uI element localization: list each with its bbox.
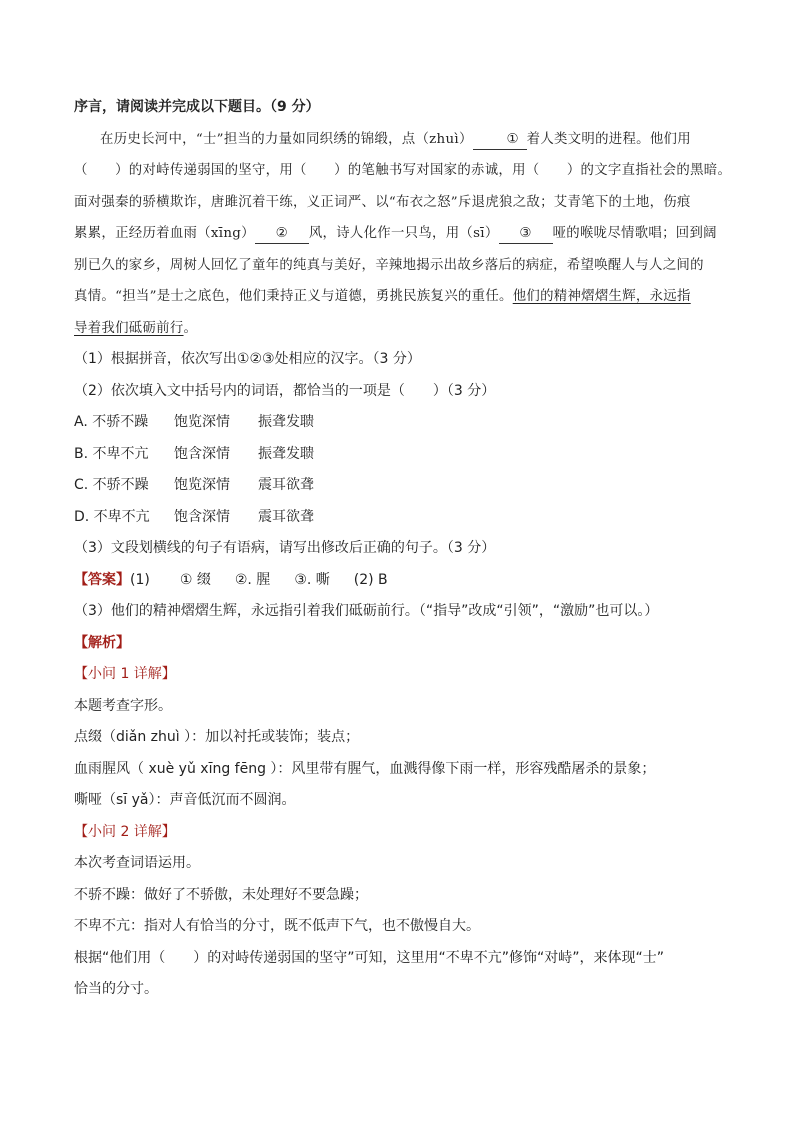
passage-text: 在历史长河中，“士”担当的力量如同织绣的锦缎，点（zhuì）	[100, 131, 473, 147]
answer-label: 【答案】	[74, 571, 130, 588]
analysis-line: 恰当的分寸。	[74, 981, 158, 997]
analysis-label: 【解析】	[74, 634, 130, 651]
analysis-line: 不卑不亢：指对人有恰当的分寸，既不低声下气，也不傲慢自大。	[74, 918, 480, 934]
option-b[interactable]: B. 不卑不亢 饱含深情 振聋发聩	[74, 445, 314, 462]
answer-line: 【答案】(1) ① 缀 ②. 腥 ③. 嘶 (2) B	[74, 571, 388, 588]
analysis-line: 血雨腥风（ xuè yǔ xīng fēng ）：风里带有腥气，血溅得像下雨一样，形容残酷屠杀的景象；	[74, 760, 656, 777]
question-title: 序言，请阅读并完成以下题目。（9 分）	[74, 99, 320, 115]
passage-text: 哑的喉咙尽情歌唱；回到阔	[552, 226, 717, 241]
question-1: （1）根据拼音，依次写出①②③处相应的汉字。（3 分）	[74, 351, 421, 367]
analysis-line: 点缀（diǎn zhuì ）：加以衬托或装饰；装点；	[74, 729, 360, 745]
passage-line	[74, 124, 722, 156]
passage-line	[74, 281, 722, 313]
passage-line	[74, 313, 722, 345]
reading-passage	[74, 124, 732, 345]
fill-blank-3[interactable]: ③	[499, 225, 553, 244]
section-2-title: 【小问 2 详解】	[74, 823, 176, 840]
passage-text: 。	[183, 320, 198, 336]
underlined-sentence: 导着我们砥砺前行	[74, 320, 184, 336]
analysis-line: 不骄不躁：做好了不骄傲，未处理好不要急躁；	[74, 886, 368, 903]
option-c[interactable]: C. 不骄不躁 饱览深情 震耳欲聋	[74, 477, 314, 493]
passage-text: 真情。“担当”是士之底色，他们秉持正义与道德，勇挑民族复兴的重任。	[74, 289, 513, 304]
analysis-line: 本次考查词语运用。	[74, 855, 200, 871]
fill-blank-2[interactable]: ②	[255, 225, 309, 244]
section-1-title: 【小问 1 详解】	[74, 666, 176, 682]
document-page	[74, 92, 732, 1006]
option-a[interactable]: A. 不骄不躁 饱览深情 振聋发聩	[74, 414, 314, 430]
question-2: （2）依次填入文中括号内的词语，都恰当的一项是（ ）（3 分）	[74, 382, 496, 399]
fill-blank-1[interactable]: ①	[473, 131, 527, 150]
analysis-line: 嘶哑（sī yǎ）：声音低沉而不圆润。	[74, 792, 296, 808]
analysis-line: 根据“他们用（ ）的对峙传递弱国的坚守”可知，这里用“不卑不亢”修饰“对峙”，来体现“士”	[74, 949, 665, 966]
passage-text: 累累，正经历着血雨（xīng）	[74, 226, 255, 241]
underlined-sentence: 他们的精神熠熠生辉，永远指	[512, 289, 691, 304]
passage-line: 别已久的家乡，周树人回忆了童年的纯真与美好，辛辣地揭示出故乡落后的病症，希望唤醒人与人之间的	[74, 257, 704, 273]
passage-text: 风，诗人化作一只鸟，用（sī）	[308, 226, 499, 241]
question-3: （3）文段划横线的句子有语病，请写出修改后正确的句子。（3 分）	[74, 540, 496, 556]
option-d[interactable]: D. 不卑不亢 饱含深情 震耳欲聋	[74, 508, 314, 525]
analysis-line: 本题考查字形。	[74, 697, 172, 714]
passage-text: 着人类文明的进程。他们用	[526, 131, 691, 147]
answer-3: （3）他们的精神熠熠生辉，永远指引着我们砥砺前行。（“指导”改成“引领”，“激励”也可以。）	[74, 603, 659, 619]
passage-line: （ ）的对峙传递弱国的坚守，用（ ）的笔触书写对国家的赤诚，用（ ）的文字直指社会的黑暗。	[74, 163, 732, 178]
passage-line: 面对强秦的骄横欺诈，唐雎沉着干练，义正词严、以“布衣之怒”斥退虎狼之敌；艾青笔下的土地，伤痕	[74, 194, 691, 210]
passage-line	[74, 218, 722, 250]
